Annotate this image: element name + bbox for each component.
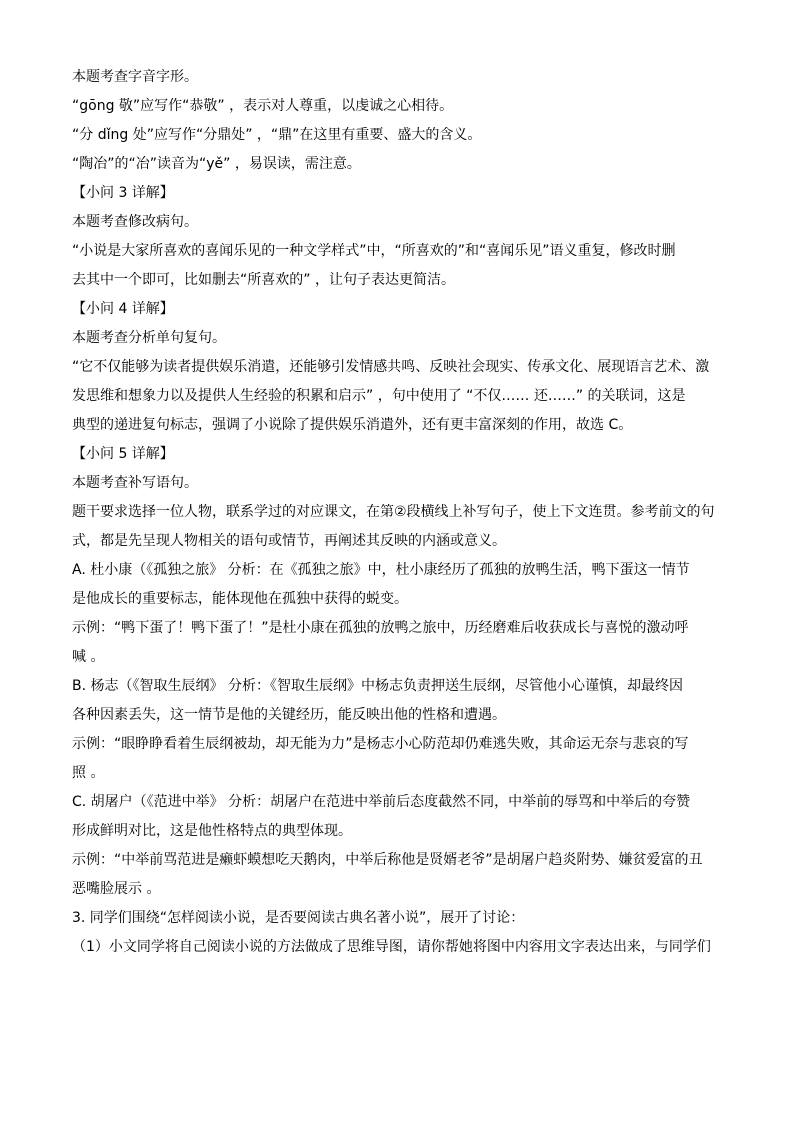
text-line: 喊 。 (72, 649, 105, 665)
text-line: 示例：“鸭下蛋了！鸭下蛋了！”是杜小康在孤独的放鸭之旅中，历经磨难后收获成长与喜悦的激动呼 (72, 620, 689, 636)
text-line: 式，都是先呈现人物相关的语句或情节，再阐述其反映的内涵或意义。 (72, 533, 506, 549)
text-line: A. 杜小康（《孤独之旅》 分析：在《孤独之旅》中，杜小康经历了孤独的放鸭生活，鸭下蛋这一情节 (72, 562, 690, 578)
document-body (72, 63, 722, 962)
text-line: B. 杨志（《智取生辰纲》 分析：《智取生辰纲》中杨志负责押送生辰纲，尽管他小心谨慎，却最终因 (72, 678, 683, 694)
text-line: 去其中一个即可，比如删去“所喜欢的” ，让句子表达更简洁。 (72, 272, 455, 288)
text-line: “分 dǐng 处”应写作“分鼎处” ，“鼎”在这里有重要、盛大的含义。 (72, 127, 482, 143)
text-line: 照 。 (72, 765, 105, 781)
text-line: 本题考查分析单句复句。 (72, 330, 226, 346)
text-line: 3. 同学们围绕“怎样阅读小说，是否要阅读古典名著小说”，展开了讨论： (72, 910, 525, 926)
text-line: 本题考查字音字形。 (72, 69, 198, 85)
text-line: 是他成长的重要标志，能体现他在孤独中获得的蜕变。 (72, 591, 408, 607)
text-line: 典型的递进复句标志，强调了小说除了提供娱乐消遣外，还有更丰富深刻的作用，故选 C。 (72, 417, 633, 433)
text-line: 发思维和想象力以及提供人生经验的积累和启示” ，句中使用了 “不仅…… 还……” 的关联词，这是 (72, 388, 686, 404)
text-line: （1）小文同学将自己阅读小说的方法做成了思维导图，请你帮她将图中内容用文字表达出来，与同学们 (72, 939, 711, 955)
text-line: 恶嘴脸展示 。 (72, 881, 161, 897)
text-line: “陶冶”的“冶”读音为“yě” ，易误读，需注意。 (72, 156, 361, 172)
section-heading: 【小问 3 详解】 (72, 185, 174, 201)
text-line: “小说是大家所喜欢的喜闻乐见的一种文学样式”中，“所喜欢的”和“喜闻乐见”语义重复，修改时删 (72, 243, 676, 259)
text-line: 示例：“中举前骂范进是癞虾蟆想吃天鹅肉，中举后称他是贤婿老爷”是胡屠户趋炎附势、嫌贫爱富的丑 (72, 852, 703, 868)
text-line: 各种因素丢失，这一情节是他的关键经历，能反映出他的性格和遭遇。 (72, 707, 506, 723)
text-line: “它不仅能够为读者提供娱乐消遣，还能够引发情感共鸣、反映社会现实、传承文化、展现语言艺术、激 (72, 359, 710, 375)
section-heading: 【小问 4 详解】 (72, 301, 174, 317)
text-line: 示例：“眼睁睁看着生辰纲被劫，却无能为力”是杨志小心防范却仍难逃失败，其命运无奈与悲哀的写 (72, 736, 689, 752)
section-heading: 【小问 5 详解】 (72, 446, 174, 462)
text-line: 形成鲜明对比，这是他性格特点的典型体现。 (72, 823, 352, 839)
text-line: “gōng 敬”应写作“恭敬” ，表示对人尊重，以虔诚之心相待。 (72, 98, 454, 114)
text-line: C. 胡屠户（《范进中举》 分析：胡屠户在范进中举前后态度截然不同，中举前的辱骂和中举后的夸赞 (72, 794, 691, 810)
text-line: 题干要求选择一位人物，联系学过的对应课文，在第②段横线上补写句子，使上下文连贯。参考前文的句 (72, 504, 715, 520)
text-line: 本题考查修改病句。 (72, 214, 198, 230)
text-line: 本题考查补写语句。 (72, 475, 198, 491)
